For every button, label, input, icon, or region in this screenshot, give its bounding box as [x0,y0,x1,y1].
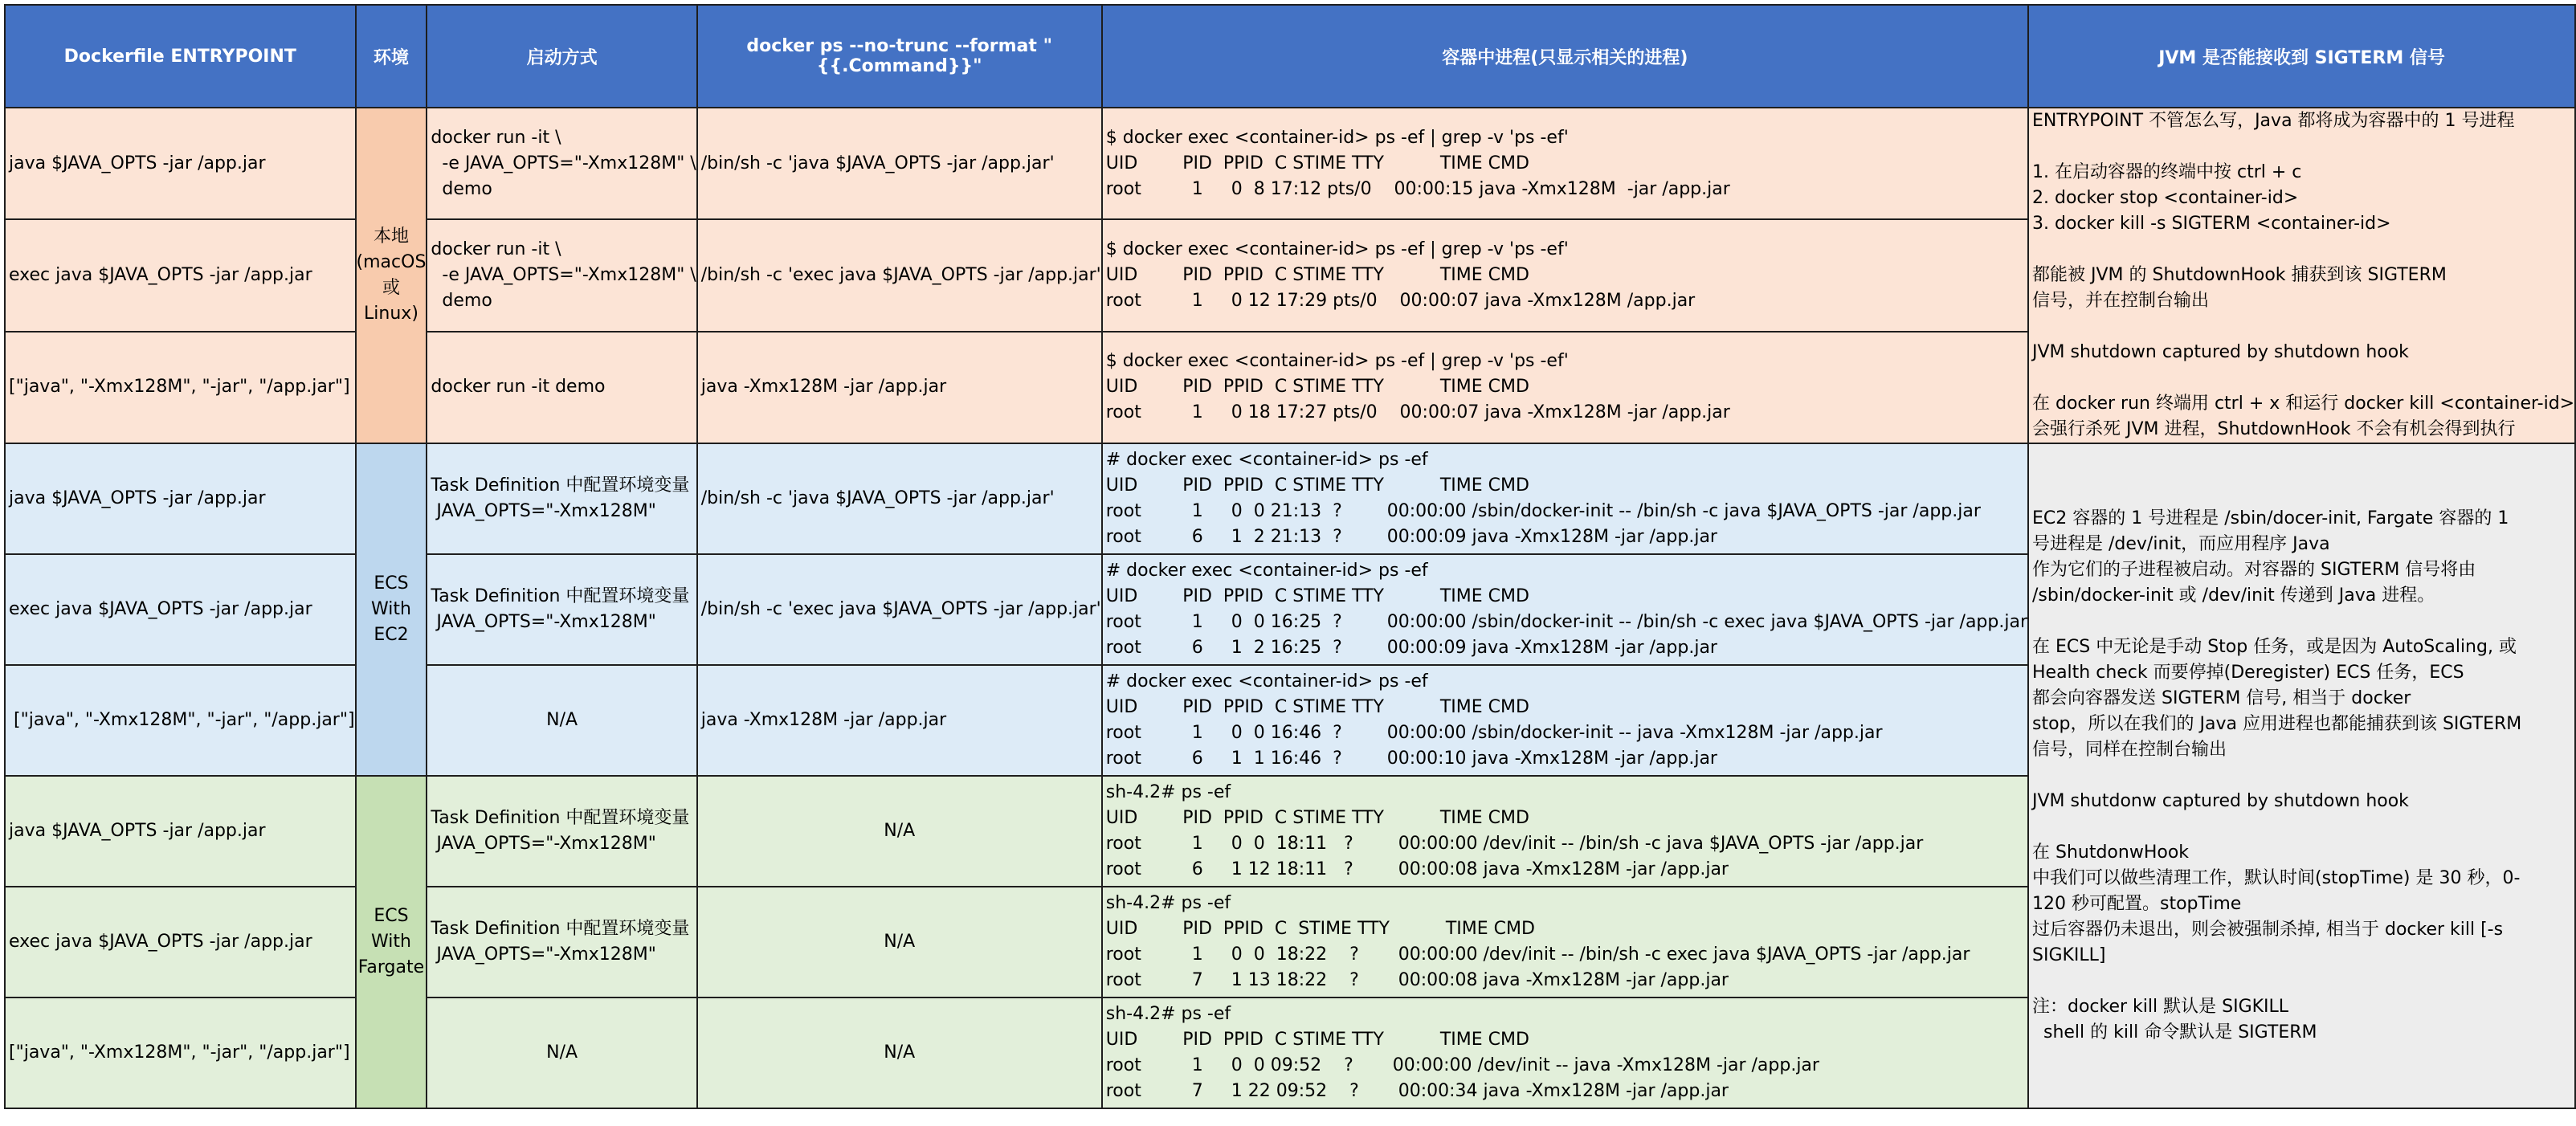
process-cell: $ docker exec <container-id> ps -ef | grep -v 'ps -ef' UID PID PPID C STIME TTY TIME CMD root 1 0 12 17:29 pts/0 00:00:07 java -Xmx128M /app.jar [1102,219,2028,331]
process-cell: $ docker exec <container-id> ps -ef | grep -v 'ps -ef' UID PID PPID C STIME TTY TIME CMD root 1 0 8 17:12 pts/0 00:00:15 java -Xmx128M -jar /app.jar [1102,108,2028,219]
ps-command-cell: java -Xmx128M -jar /app.jar [697,332,1102,443]
ps-command-cell: /bin/sh -c 'java $JAVA_OPTS -jar /app.jar' [697,443,1102,554]
entrypoint-cell: ["java", "-Xmx128M", "-jar", "/app.jar"] [5,997,356,1108]
environment-cell-ecs-ec2: ECS With EC2 [356,443,427,776]
sigterm-note-ecs: EC2 容器的 1 号进程是 /sbin/docer-init, Fargate 容器的 1 号进程是 /dev/init，而应用程序 Java 作为它们的子进程被启动。对容器的 SIGTERM 信号将由 /sbin/docker-init 或 /dev/init 传递到 Java 进程。 在 ECS 中无论是手动 Stop 任务，或是因为 AutoScaling, 或 Health check 而要停掉(Deregister) ECS 任务，ECS 都会向容器发送 SIGTERM 信号, 相当于 docker stop，所以在我们的 Java 应用进程也都能捕获到该 SIGTERM 信号，同样在控制台输出 JVM shutdonw captured by shutdown hook 在 ShutdonwHook 中我们可以做些清理工作，默认时间(stopTime) 是 30 秒，0- 120 秒可配置。stopTime 过后容器仍未退出，则会被强制杀掉, 相当于 docker kill [-s SIGKILL] 注：docker kill 默认是 SIGKILL shell 的 kill 命令默认是 SIGTERM [2028,443,2575,1108]
header-entrypoint: Dockerfile ENTRYPOINT [5,5,356,108]
ps-command-cell: N/A [697,887,1102,997]
process-cell: # docker exec <container-id> ps -ef UID PID PPID C STIME TTY TIME CMD root 1 0 0 16:25 ? 00:00:00 /sbin/docker-init -- /bin/sh -c exec java $JAVA_OPTS -jar /app.jar root 6 1 2 16:25 ? 00:00:09 java -Xmx128M -jar /app.jar [1102,554,2028,665]
ps-command-cell: /bin/sh -c 'java $JAVA_OPTS -jar /app.jar' [697,108,1102,219]
entrypoint-comparison-table [4,4,2576,1109]
environment-cell-ecs-fargate: ECS With Fargate [356,776,427,1108]
environment-cell-local: 本地 (macOS 或 Linux) [356,108,427,443]
start-method-cell: docker run -it demo [427,332,696,443]
table-row [5,443,2575,554]
ps-command-cell: java -Xmx128M -jar /app.jar [697,665,1102,776]
entrypoint-cell: java $JAVA_OPTS -jar /app.jar [5,108,356,219]
start-method-cell: N/A [427,997,696,1108]
start-method-cell: Task Definition 中配置环境变量 JAVA_OPTS="-Xmx128M" [427,776,696,887]
start-method-cell: N/A [427,665,696,776]
start-method-cell: docker run -it \ -e JAVA_OPTS="-Xmx128M" \ demo [427,108,696,219]
process-cell: sh-4.2# ps -ef UID PID PPID C STIME TTY TIME CMD root 1 0 0 18:11 ? 00:00:00 /dev/init -- /bin/sh -c java $JAVA_OPTS -jar /app.jar root 6 1 12 18:11 ? 00:00:08 java -Xmx128M -jar /app.jar [1102,776,2028,887]
start-method-cell: Task Definition 中配置环境变量 JAVA_OPTS="-Xmx128M" [427,443,696,554]
process-cell: # docker exec <container-id> ps -ef UID PID PPID C STIME TTY TIME CMD root 1 0 0 16:46 ? 00:00:00 /sbin/docker-init -- java -Xmx128M -jar /app.jar root 6 1 1 16:46 ? 00:00:10 java -Xmx128M -jar /app.jar [1102,665,2028,776]
header-ps-command: docker ps --no-trunc --format "{{.Command}}" [697,5,1102,108]
start-method-cell: Task Definition 中配置环境变量 JAVA_OPTS="-Xmx128M" [427,887,696,997]
ps-command-cell: /bin/sh -c 'exec java $JAVA_OPTS -jar /app.jar' [697,554,1102,665]
header-start-method: 启动方式 [427,5,696,108]
start-method-cell: Task Definition 中配置环境变量 JAVA_OPTS="-Xmx128M" [427,554,696,665]
entrypoint-cell: ["java", "-Xmx128M", "-jar", "/app.jar"] [5,332,356,443]
table-row [5,108,2575,219]
entrypoint-cell: java $JAVA_OPTS -jar /app.jar [5,776,356,887]
header-row [5,5,2575,108]
entrypoint-cell: exec java $JAVA_OPTS -jar /app.jar [5,219,356,331]
ps-command-cell: N/A [697,776,1102,887]
ps-command-cell: N/A [697,997,1102,1108]
entrypoint-cell: exec java $JAVA_OPTS -jar /app.jar [5,887,356,997]
process-cell: # docker exec <container-id> ps -ef UID PID PPID C STIME TTY TIME CMD root 1 0 0 21:13 ? 00:00:00 /sbin/docker-init -- /bin/sh -c java $JAVA_OPTS -jar /app.jar root 6 1 2 21:13 ? 00:00:09 java -Xmx128M -jar /app.jar [1102,443,2028,554]
process-cell: $ docker exec <container-id> ps -ef | grep -v 'ps -ef' UID PID PPID C STIME TTY TIME CMD root 1 0 18 17:27 pts/0 00:00:07 java -Xmx128M -jar /app.jar [1102,332,2028,443]
entrypoint-cell: ["java", "-Xmx128M", "-jar", "/app.jar"] [5,665,356,776]
process-cell: sh-4.2# ps -ef UID PID PPID C STIME TTY TIME CMD root 1 0 0 18:22 ? 00:00:00 /dev/init -- /bin/sh -c exec java $JAVA_OPTS -jar /app.jar root 7 1 13 18:22 ? 00:00:08 java -Xmx128M -jar /app.jar [1102,887,2028,997]
entrypoint-cell: java $JAVA_OPTS -jar /app.jar [5,443,356,554]
ps-command-cell: /bin/sh -c 'exec java $JAVA_OPTS -jar /app.jar' [697,219,1102,331]
header-environment: 环境 [356,5,427,108]
sigterm-note-local: ENTRYPOINT 不管怎么写，Java 都将成为容器中的 1 号进程 1. 在启动容器的终端中按 ctrl + c 2. docker stop <container-id> 3. docker kill -s SIGTERM <container-id> 都能被 JVM 的 ShutdownHook 捕获到该 SIGTERM 信号，并在控制台输出 JVM shutdown captured by shutdown hook 在 docker run 终端用 ctrl + x 和运行 docker kill <container-id> 会强行杀死 JVM 进程，ShutdownHook 不会有机会得到执行 [2028,108,2575,443]
start-method-cell: docker run -it \ -e JAVA_OPTS="-Xmx128M" \ demo [427,219,696,331]
header-sigterm: JVM 是否能接收到 SIGTERM 信号 [2028,5,2575,108]
header-processes: 容器中进程(只显示相关的进程) [1102,5,2028,108]
entrypoint-cell: exec java $JAVA_OPTS -jar /app.jar [5,554,356,665]
process-cell: sh-4.2# ps -ef UID PID PPID C STIME TTY TIME CMD root 1 0 0 09:52 ? 00:00:00 /dev/init -- java -Xmx128M -jar /app.jar root 7 1 22 09:52 ? 00:00:34 java -Xmx128M -jar /app.jar [1102,997,2028,1108]
